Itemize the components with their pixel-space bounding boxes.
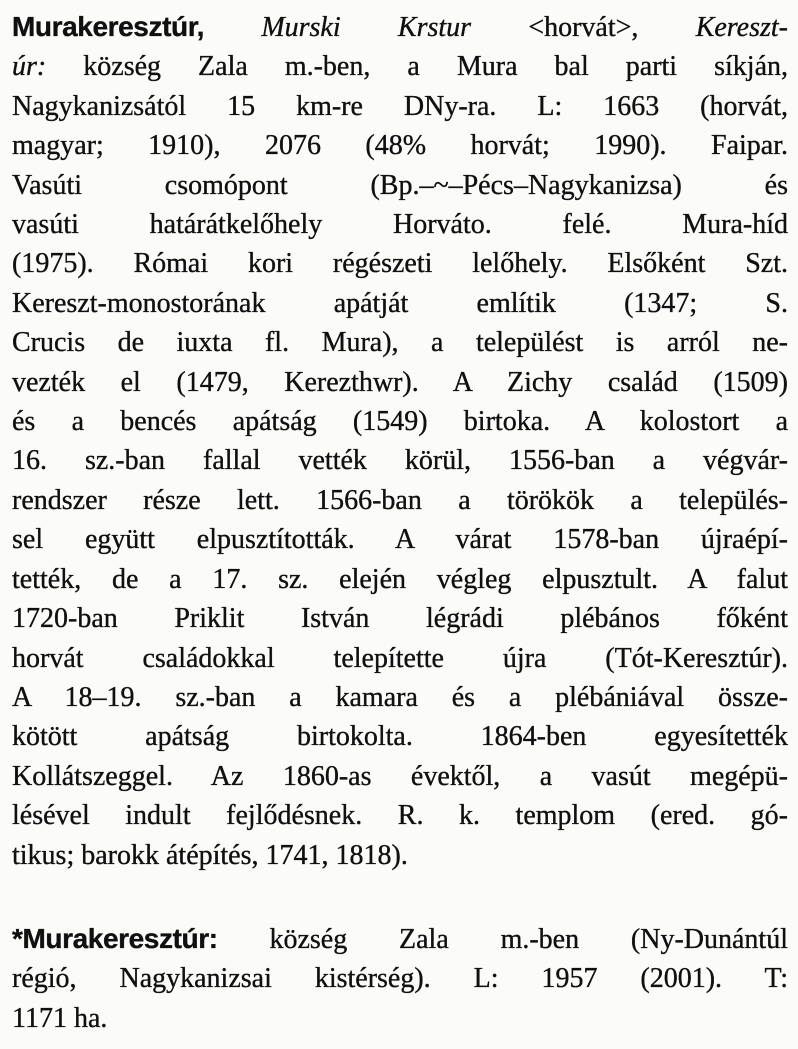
entry-murakeresztur-historical: [12, 7, 788, 875]
body-text: sel együtt elpusztították. A várat 1578-ban újraépí-: [12, 524, 788, 556]
text-line: [12, 244, 788, 283]
body-text: <horvát>,: [471, 12, 696, 43]
entry-murakeresztur-modern: [12, 919, 788, 1038]
body-text: 1171 ha.: [12, 1002, 108, 1034]
body-text: (1975). Római kori régészeti lelőhely. Elsőként Szt.: [12, 248, 788, 280]
text-line: [12, 999, 788, 1038]
body-text: tikus; barokk átépítés, 1741, 1818).: [12, 839, 408, 871]
italic-text: Kereszt-: [695, 12, 788, 43]
text-line: [12, 323, 788, 362]
entries-container: [12, 7, 788, 1038]
text-line: [12, 284, 788, 323]
text-line: [12, 205, 788, 244]
body-text: Crucis de iuxta fl. Mura), a települést is arról ne-: [12, 327, 788, 359]
body-text: horvát családokkal telepítette újra (Tót-Keresztúr).: [12, 642, 788, 674]
text-line: [12, 363, 788, 402]
text-line: [12, 678, 788, 717]
text-line: [12, 639, 788, 678]
body-text: 16. sz.-ban fallal vették körül, 1556-ban a végvár-: [12, 445, 788, 477]
body-text: magyar; 1910), 2076 (48% horvát; 1990). Faipar.: [12, 130, 788, 162]
text-line: [12, 402, 788, 441]
body-text: A 18–19. sz.-ban a kamara és a plébániával össze-: [12, 681, 788, 713]
text-line: [12, 757, 788, 796]
text-line: [12, 126, 788, 165]
body-text: Kereszt-monostorának apátját említik (1347; S.: [12, 287, 788, 319]
body-text: rendszer része lett. 1566-ban a törökök a település-: [12, 484, 788, 516]
text-line: [12, 7, 788, 47]
text-line: [12, 599, 788, 638]
body-text: vezték el (1479, Kerezthwr). A Zichy család (1509): [12, 366, 788, 398]
text-line: [12, 796, 788, 835]
body-text: tették, de a 17. sz. elején végleg elpusztult. A falut: [12, 563, 788, 595]
body-text: Nagykanizsától 15 km-re DNy-ra. L: 1663 (horvát,: [12, 90, 788, 122]
body-text: kötött apátság birtokolta. 1864-ben egyesítették: [12, 721, 788, 753]
body-text: [204, 12, 261, 43]
body-text: Kollátszeggel. Az 1860-as évektől, a vasút megépü-: [12, 760, 788, 792]
text-line: [12, 441, 788, 480]
body-text: vasúti határátkelőhely Horváto. felé. Mura-híd: [12, 209, 788, 241]
entry-headword: Murakeresztúr,: [12, 11, 205, 42]
italic-text: úr:: [12, 51, 47, 83]
text-line: [12, 836, 788, 875]
body-text: 1720-ban Priklit István légrádi plébános főként: [12, 603, 788, 635]
text-line: [12, 481, 788, 520]
italic-text: Murski Krstur: [261, 12, 472, 43]
text-line: [12, 919, 788, 959]
text-line: [12, 47, 788, 86]
text-line: [12, 560, 788, 599]
text-line: [12, 166, 788, 205]
body-text: község Zala m.-ben, a Mura bal parti síkján,: [46, 51, 788, 83]
body-text: község Zala m.-ben (Ny-Dunántúl: [217, 923, 788, 955]
body-text: régió, Nagykanizsai kistérség). L: 1957 (2001). T:: [12, 963, 788, 995]
text-line: [12, 717, 788, 756]
text-line: [12, 87, 788, 126]
text-line: [12, 959, 788, 998]
text-line: [12, 520, 788, 559]
body-text: és a bencés apátság (1549) birtoka. A kolostort a: [12, 406, 788, 438]
entry-headword: *Murakeresztúr:: [12, 922, 218, 954]
body-text: lésével indult fejlődésnek. R. k. templom (ered. gó-: [12, 800, 788, 832]
body-text: Vasúti csomópont (Bp.–~–Pécs–Nagykanizsa) és: [12, 169, 788, 201]
